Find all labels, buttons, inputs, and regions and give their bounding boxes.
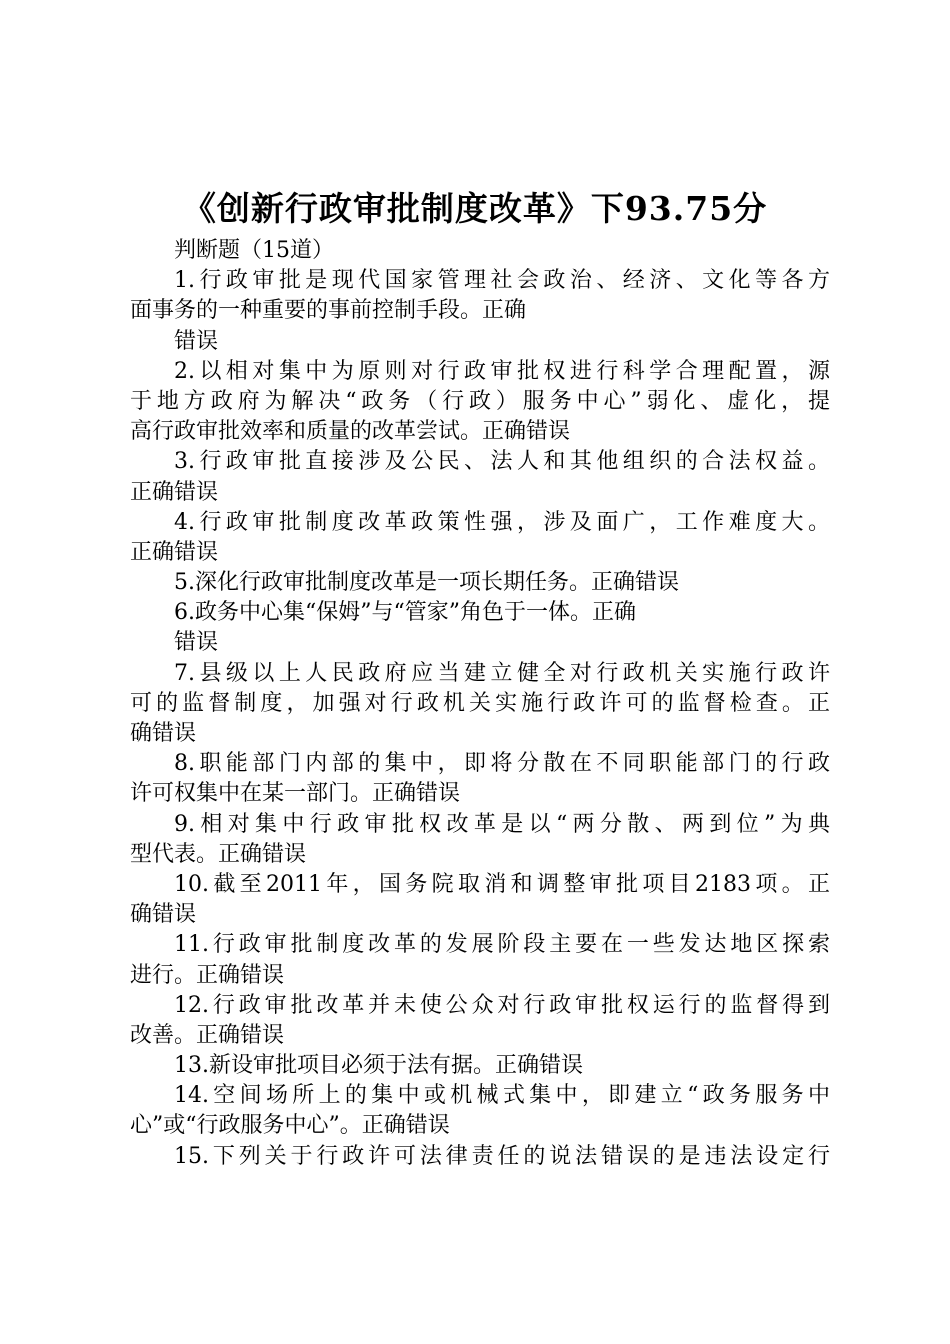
document-body	[130, 236, 830, 1172]
document-line: 改善。正确错误	[130, 1022, 285, 1048]
document-line: 进行。正确错误	[130, 962, 285, 988]
document-line: 8.职能部门内部的集中，即将分散在不同职能部门的行政	[174, 751, 830, 777]
document-line: 心”或“行政服务中心”。正确错误	[130, 1113, 450, 1139]
document-line: 15.下列关于行政许可法律责任的说法错误的是违法设定行	[174, 1143, 830, 1169]
document-line: 确错误	[130, 721, 197, 746]
document-line: 5.深化行政审批制度改革是一项长期任务。正确错误	[174, 570, 679, 596]
document-line: 13.新设审批项目必须于法有据。正确错误	[174, 1053, 583, 1079]
document-line: 确错误	[130, 902, 197, 928]
document-line: 10.截至2011年，国务院取消和调整审批项目2183项。正	[174, 871, 830, 897]
document-line: 高行政审批效率和质量的改革尝试。正确错误	[130, 419, 571, 445]
document-line: 4.行政审批制度改革政策性强，涉及面广，工作难度大。	[174, 509, 830, 535]
document-line: 型代表。正确错误	[130, 841, 307, 867]
document-line: 许可权集中在某一部门。正确错误	[130, 781, 461, 807]
document-line: 错误	[174, 630, 219, 656]
document-line: 正确错误	[130, 479, 219, 505]
document-line: 面事务的一种重要的事前控制手段。正确	[130, 298, 527, 324]
document-line: 判断题（15道）	[174, 238, 334, 263]
document-line: 7.县级以上人民政府应当建立健全对行政机关实施行政许	[174, 660, 830, 686]
document-line: 错误	[174, 328, 219, 354]
document-line: 2.以相对集中为原则对行政审批权进行科学合理配置，源	[174, 358, 830, 384]
document-line: 6.政务中心集“保姆”与“管家”角色于一体。正确	[174, 600, 636, 626]
document-line: 正确错误	[130, 539, 219, 565]
document-line: 14.空间场所上的集中或机械式集中，即建立“政务服务中	[174, 1083, 830, 1109]
document-line: 可的监督制度，加强对行政机关实施行政许可的监督检查。正	[130, 690, 830, 716]
document-line: 于地方政府为解决“政务（行政）服务中心”弱化、虚化，提	[130, 388, 830, 414]
document-title: 《创新行政审批制度改革》下93.75分	[182, 189, 768, 228]
document-line: 3.行政审批直接涉及公民、法人和其他组织的合法权益。	[174, 449, 830, 475]
document-line: 1.行政审批是现代国家管理社会政治、经济、文化等各方	[174, 268, 830, 294]
document-line: 11.行政审批制度改革的发展阶段主要在一些发达地区探索	[174, 932, 830, 958]
document-line: 9.相对集中行政审批权改革是以“两分散、两到位”为典	[174, 811, 830, 837]
document-line: 12.行政审批改革并未使公众对行政审批权运行的监督得到	[174, 992, 830, 1018]
